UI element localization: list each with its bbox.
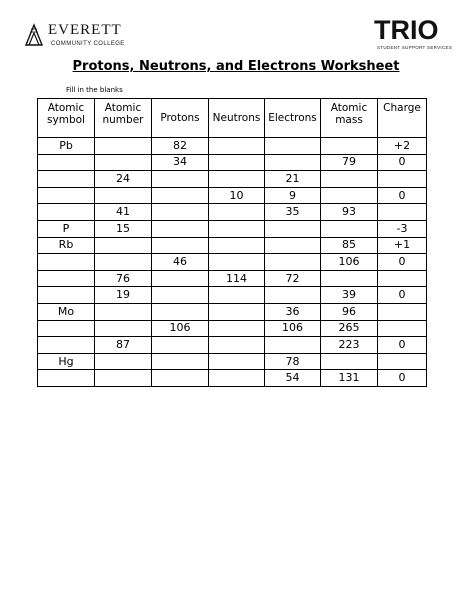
cell-neutrons[interactable] [209, 254, 265, 271]
table-row [38, 270, 427, 287]
cell-atomic-number[interactable] [95, 353, 152, 370]
cell-atomic-mass: 39 [321, 287, 378, 304]
header-neutrons: Neutrons [209, 99, 265, 138]
table-row [38, 287, 427, 304]
cell-atomic-number[interactable] [95, 154, 152, 171]
cell-protons: 106 [152, 320, 209, 337]
cell-atomic-number: 15 [95, 220, 152, 237]
cell-charge: 0 [378, 370, 427, 387]
cell-atomic-mass[interactable] [321, 353, 378, 370]
cell-charge: 0 [378, 337, 427, 354]
cell-atomic-mass: 131 [321, 370, 378, 387]
cell-atomic-number[interactable] [95, 370, 152, 387]
cell-electrons: 54 [265, 370, 321, 387]
cell-charge: +1 [378, 237, 427, 254]
program-subtitle: STUDENT SUPPORT SERVICES [377, 45, 453, 50]
table-row [38, 370, 427, 387]
cell-atomic-mass[interactable] [321, 220, 378, 237]
cell-electrons[interactable] [265, 287, 321, 304]
table-row [38, 237, 427, 254]
cell-protons[interactable] [152, 187, 209, 204]
cell-atomic-mass: 85 [321, 237, 378, 254]
table-row [38, 303, 427, 320]
table-row [38, 320, 427, 337]
cell-atomic-number[interactable] [95, 237, 152, 254]
cell-electrons[interactable] [265, 138, 321, 155]
table-row [38, 337, 427, 354]
trio-wordmark [374, 15, 448, 43]
cell-atomic-mass: 96 [321, 303, 378, 320]
header-atomic-symbol: Atomic symbol [38, 99, 95, 138]
cell-atomic-symbol[interactable] [38, 270, 95, 287]
cell-atomic-symbol[interactable] [38, 204, 95, 221]
header-protons: Protons [152, 99, 209, 138]
cell-atomic-number: 76 [95, 270, 152, 287]
table-row [38, 171, 427, 188]
cell-neutrons[interactable] [209, 353, 265, 370]
page-title: Protons, Neutrons, and Electrons Worksheet [72, 59, 400, 74]
cell-protons[interactable] [152, 204, 209, 221]
cell-atomic-mass: 93 [321, 204, 378, 221]
cell-atomic-symbol: Rb [38, 237, 95, 254]
cell-atomic-number[interactable] [95, 254, 152, 271]
header-atomic-mass: Atomic mass [321, 99, 378, 138]
cell-atomic-mass[interactable] [321, 270, 378, 287]
cell-atomic-symbol[interactable] [38, 187, 95, 204]
table-row [38, 138, 427, 155]
cell-atomic-number: 19 [95, 287, 152, 304]
cell-atomic-symbol[interactable] [38, 287, 95, 304]
cell-charge[interactable] [378, 204, 427, 221]
table-body [38, 138, 427, 387]
instructions-text: Fill in the blanks [66, 86, 123, 94]
cell-atomic-mass[interactable] [321, 187, 378, 204]
cell-charge[interactable] [378, 303, 427, 320]
cell-neutrons[interactable] [209, 154, 265, 171]
cell-atomic-mass: 106 [321, 254, 378, 271]
cell-neutrons[interactable] [209, 204, 265, 221]
cell-electrons[interactable] [265, 237, 321, 254]
cell-charge: 0 [378, 187, 427, 204]
cell-atomic-number[interactable] [95, 320, 152, 337]
cell-atomic-mass[interactable] [321, 171, 378, 188]
cell-atomic-symbol[interactable] [38, 320, 95, 337]
header-electrons: Electrons [265, 99, 321, 138]
cell-neutrons[interactable] [209, 237, 265, 254]
cell-atomic-symbol[interactable] [38, 254, 95, 271]
table-row [38, 220, 427, 237]
college-subtitle: COMMUNITY COLLEGE [51, 41, 125, 47]
cell-charge[interactable] [378, 270, 427, 287]
cell-charge[interactable] [378, 171, 427, 188]
cell-charge: -3 [378, 220, 427, 237]
cell-protons[interactable] [152, 220, 209, 237]
cell-atomic-mass: 265 [321, 320, 378, 337]
cell-electrons: 21 [265, 171, 321, 188]
cell-atomic-mass[interactable] [321, 138, 378, 155]
cell-atomic-number: 24 [95, 171, 152, 188]
cell-protons[interactable] [152, 370, 209, 387]
table-row [38, 204, 427, 221]
header-charge: Charge [378, 99, 427, 138]
cell-atomic-number[interactable] [95, 138, 152, 155]
cell-neutrons: 10 [209, 187, 265, 204]
cell-charge: 0 [378, 287, 427, 304]
cell-electrons: 72 [265, 270, 321, 287]
trio-logo [374, 15, 454, 51]
cell-neutrons: 114 [209, 270, 265, 287]
college-name: EVERETT [48, 22, 122, 38]
cell-atomic-symbol[interactable] [38, 370, 95, 387]
cell-neutrons[interactable] [209, 220, 265, 237]
cell-neutrons[interactable] [209, 138, 265, 155]
cell-electrons[interactable] [265, 337, 321, 354]
cell-charge: 0 [378, 254, 427, 271]
cell-atomic-number: 41 [95, 204, 152, 221]
cell-electrons[interactable] [265, 220, 321, 237]
trio-letters: TRIO [374, 15, 439, 43]
cell-atomic-symbol: Mo [38, 303, 95, 320]
worksheet-table [37, 98, 427, 387]
cell-atomic-symbol: Pb [38, 138, 95, 155]
cell-electrons[interactable] [265, 154, 321, 171]
cell-neutrons[interactable] [209, 171, 265, 188]
cell-protons[interactable] [152, 337, 209, 354]
cell-electrons: 35 [265, 204, 321, 221]
table-row [38, 254, 427, 271]
cell-neutrons[interactable] [209, 320, 265, 337]
cell-atomic-number[interactable] [95, 303, 152, 320]
cell-atomic-symbol[interactable] [38, 171, 95, 188]
table-row [38, 187, 427, 204]
table-row [38, 353, 427, 370]
cell-electrons: 78 [265, 353, 321, 370]
cell-electrons: 36 [265, 303, 321, 320]
cell-charge[interactable] [378, 353, 427, 370]
cell-atomic-symbol[interactable] [38, 154, 95, 171]
cell-electrons: 106 [265, 320, 321, 337]
cell-protons[interactable] [152, 303, 209, 320]
cell-protons: 34 [152, 154, 209, 171]
cell-protons: 82 [152, 138, 209, 155]
everett-mountain-icon [24, 21, 44, 47]
cell-protons[interactable] [152, 237, 209, 254]
cell-atomic-mass: 79 [321, 154, 378, 171]
cell-atomic-mass: 223 [321, 337, 378, 354]
cell-neutrons[interactable] [209, 370, 265, 387]
page-header [0, 0, 472, 60]
cell-atomic-symbol: P [38, 220, 95, 237]
cell-electrons: 9 [265, 187, 321, 204]
header-atomic-number: Atomic number [95, 99, 152, 138]
table-header-row [38, 99, 427, 138]
everett-logo [24, 19, 174, 51]
cell-electrons[interactable] [265, 254, 321, 271]
cell-neutrons[interactable] [209, 303, 265, 320]
cell-protons: 46 [152, 254, 209, 271]
table-row [38, 154, 427, 171]
cell-protons[interactable] [152, 171, 209, 188]
cell-charge: +2 [378, 138, 427, 155]
cell-protons[interactable] [152, 353, 209, 370]
cell-atomic-number[interactable] [95, 187, 152, 204]
cell-charge: 0 [378, 154, 427, 171]
cell-protons[interactable] [152, 287, 209, 304]
cell-atomic-number: 87 [95, 337, 152, 354]
cell-atomic-symbol: Hg [38, 353, 95, 370]
cell-protons[interactable] [152, 270, 209, 287]
cell-atomic-symbol[interactable] [38, 337, 95, 354]
cell-neutrons[interactable] [209, 337, 265, 354]
cell-charge[interactable] [378, 320, 427, 337]
cell-neutrons[interactable] [209, 287, 265, 304]
